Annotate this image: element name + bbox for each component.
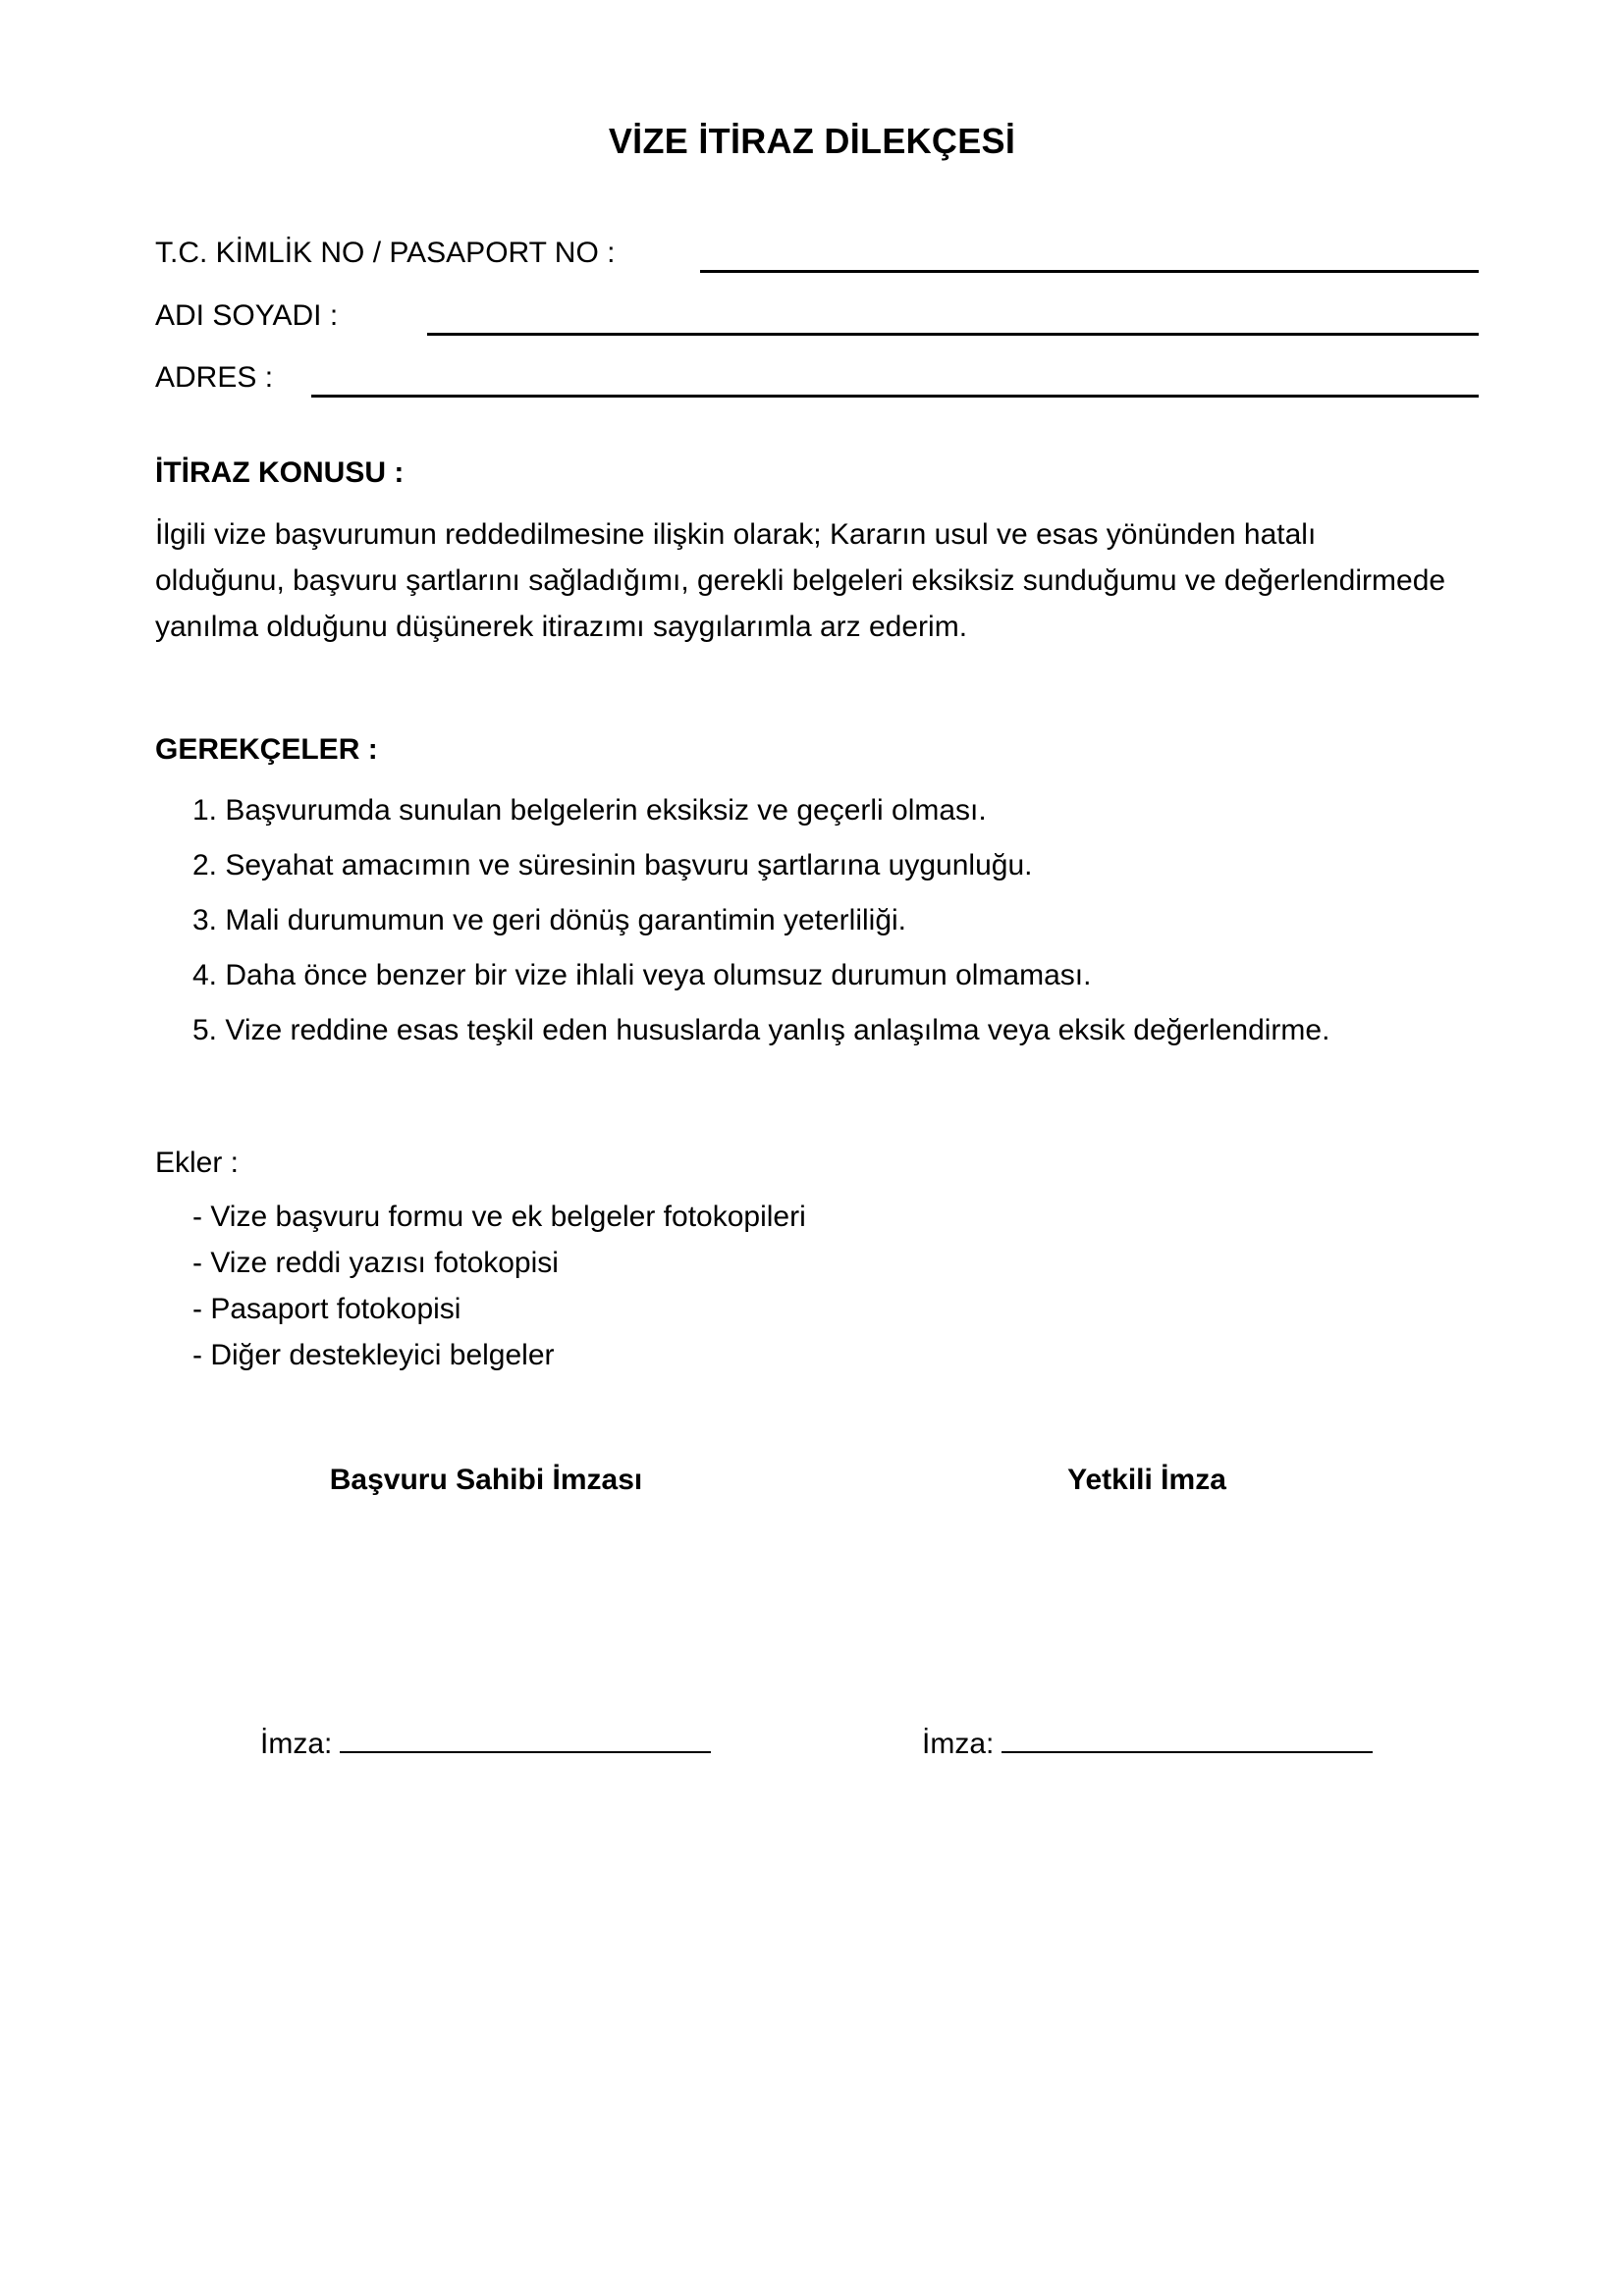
- subject-line: İlgili vize başvurumun reddedilmesine ilişkin olarak; Kararın usul ve esas yönünden hatalı: [155, 518, 1317, 551]
- attachment-item: - Pasaport fotokopisi: [192, 1293, 461, 1325]
- reason-item: 1. Başvurumda sunulan belgelerin eksiksiz ve geçerli olması.: [192, 794, 987, 827]
- full-name-field-line[interactable]: [427, 333, 1479, 336]
- authorized-signature-line: [922, 1725, 1373, 1762]
- id-number-label: T.C. KİMLİK NO / PASAPORT NO :: [155, 237, 616, 269]
- attachment-item: - Diğer destekleyici belgeler: [192, 1339, 555, 1371]
- applicant-signature-line: [260, 1725, 711, 1762]
- reasons-heading: GEREKÇELER :: [155, 733, 378, 766]
- applicant-sign-label: İmza:: [260, 1728, 333, 1760]
- authorized-signature-heading: Yetkili İmza: [1067, 1464, 1226, 1496]
- subject-line: olduğunu, başvuru şartlarını sağladığımı, gerekli belgeleri eksiksiz sunduğumu ve değerlendirmede: [155, 564, 1446, 597]
- attachment-item: - Vize reddi yazısı fotokopisi: [192, 1247, 559, 1279]
- id-number-field-line[interactable]: [700, 270, 1479, 273]
- applicant-signature-field[interactable]: [340, 1725, 711, 1753]
- applicant-signature-heading: Başvuru Sahibi İmzası: [329, 1464, 643, 1496]
- subject-line: yanılma olduğunu düşünerek itirazımı saygılarımla arz ederim.: [155, 611, 968, 643]
- authorized-signature-field[interactable]: [1001, 1725, 1373, 1753]
- address-label: ADRES :: [155, 361, 274, 394]
- reasons-list: [192, 793, 1329, 1068]
- reason-item: 2. Seyahat amacımın ve süresinin başvuru şartlarına uygunluğu.: [192, 849, 1033, 881]
- attachment-item: - Vize başvuru formu ve ek belgeler fotokopileri: [192, 1201, 806, 1233]
- full-name-label: ADI SOYADI :: [155, 299, 339, 332]
- document-title: VİZE İTİRAZ DİLEKÇESİ: [608, 121, 1016, 161]
- attachments-heading: Ekler :: [155, 1147, 240, 1179]
- authorized-sign-label: İmza:: [922, 1728, 995, 1760]
- reason-item: 3. Mali durumumun ve geri dönüş garantimin yeterliliği.: [192, 904, 907, 936]
- reason-item: 4. Daha önce benzer bir vize ihlali veya olumsuz durumun olmaması.: [192, 959, 1092, 991]
- subject-paragraph: [155, 511, 1490, 650]
- subject-heading: İTİRAZ KONUSU :: [155, 456, 405, 489]
- reason-item: 5. Vize reddine esas teşkil eden hususlarda yanlış anlaşılma veya eksik değerlendirme.: [192, 1014, 1330, 1046]
- attachments-list: [192, 1200, 806, 1384]
- address-field-line[interactable]: [311, 395, 1479, 398]
